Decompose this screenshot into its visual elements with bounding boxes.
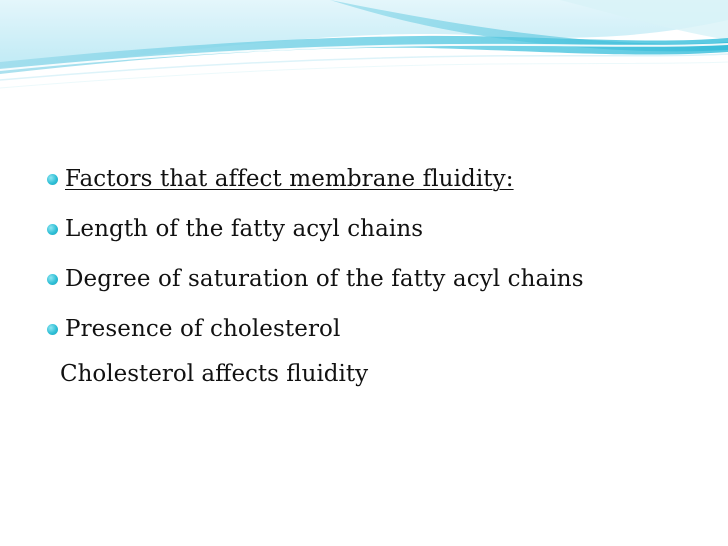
- bullet-dot-icon: [47, 324, 58, 335]
- bullet-item-cholesterol: [47, 316, 340, 342]
- sub-text: Cholesterol affects fluidity: [60, 361, 369, 387]
- bullet-item-factors: [47, 166, 514, 192]
- bullet-dot-icon: [47, 174, 58, 185]
- header-wave-decoration: [0, 0, 728, 95]
- bullet-text: Length of the fatty acyl chains: [65, 216, 424, 242]
- bullet-text: Factors that affect membrane fluidity:: [65, 166, 514, 192]
- bullet-text: Degree of saturation of the fatty acyl chains: [65, 266, 584, 292]
- bullet-dot-icon: [47, 274, 58, 285]
- bullet-item-length: [47, 216, 423, 242]
- bullet-item-saturation: [47, 266, 584, 292]
- bullet-dot-icon: [47, 224, 58, 235]
- bullet-text: Presence of cholesterol: [65, 316, 341, 342]
